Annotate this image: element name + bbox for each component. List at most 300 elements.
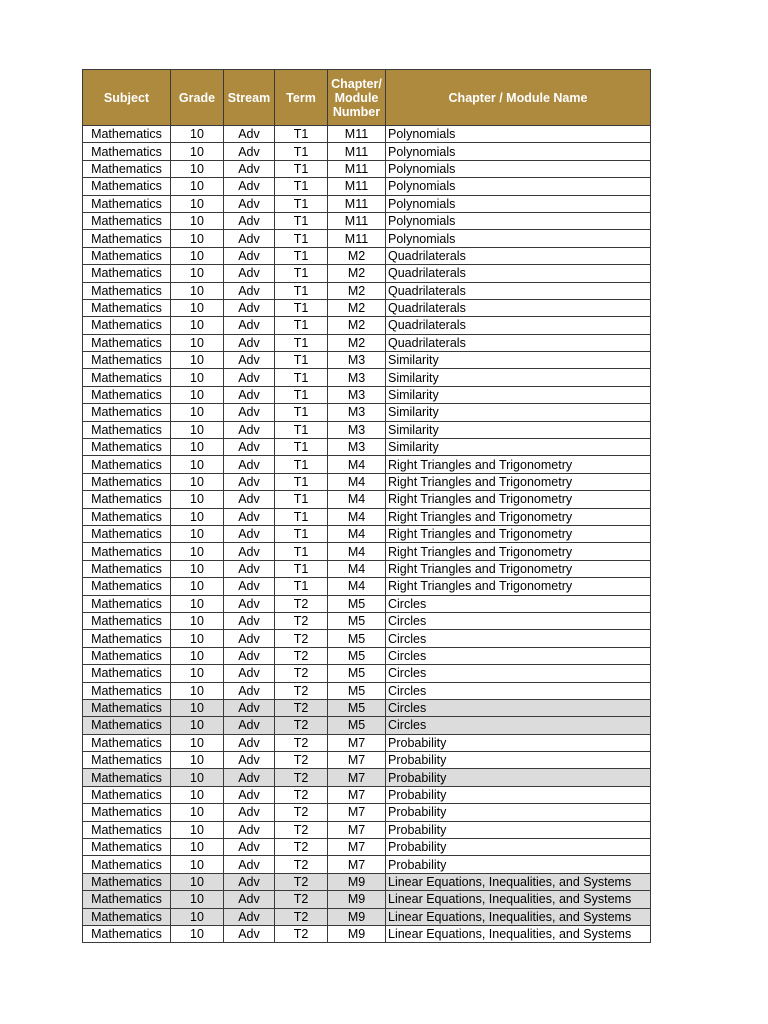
cell-module-name: Probability [386, 734, 651, 751]
cell-grade: 10 [171, 473, 224, 490]
cell-term: T1 [275, 473, 328, 490]
cell-term: T1 [275, 126, 328, 143]
cell-subject: Mathematics [83, 299, 171, 316]
table-row [83, 456, 651, 473]
table-row [83, 160, 651, 177]
table-header [83, 70, 651, 126]
cell-subject: Mathematics [83, 247, 171, 264]
table-row [83, 525, 651, 542]
table-row [83, 578, 651, 595]
cell-grade: 10 [171, 873, 224, 890]
cell-stream: Adv [224, 334, 275, 351]
cell-term: T2 [275, 595, 328, 612]
cell-module-name: Right Triangles and Trigonometry [386, 456, 651, 473]
cell-module-number: M3 [328, 421, 386, 438]
cell-term: T2 [275, 821, 328, 838]
cell-subject: Mathematics [83, 508, 171, 525]
cell-subject: Mathematics [83, 699, 171, 716]
cell-term: T2 [275, 682, 328, 699]
cell-term: T1 [275, 195, 328, 212]
cell-module-number: M9 [328, 891, 386, 908]
cell-term: T2 [275, 769, 328, 786]
cell-grade: 10 [171, 317, 224, 334]
cell-stream: Adv [224, 126, 275, 143]
cell-grade: 10 [171, 769, 224, 786]
cell-subject: Mathematics [83, 421, 171, 438]
table-row [83, 699, 651, 716]
cell-stream: Adv [224, 717, 275, 734]
cell-stream: Adv [224, 473, 275, 490]
cell-subject: Mathematics [83, 439, 171, 456]
cell-stream: Adv [224, 630, 275, 647]
cell-module-number: M2 [328, 334, 386, 351]
cell-stream: Adv [224, 265, 275, 282]
cell-module-number: M4 [328, 491, 386, 508]
cell-module-number: M5 [328, 717, 386, 734]
cell-subject: Mathematics [83, 769, 171, 786]
cell-stream: Adv [224, 821, 275, 838]
table-row [83, 804, 651, 821]
cell-module-number: M9 [328, 925, 386, 942]
cell-subject: Mathematics [83, 317, 171, 334]
cell-subject: Mathematics [83, 334, 171, 351]
cell-grade: 10 [171, 282, 224, 299]
cell-grade: 10 [171, 699, 224, 716]
cell-stream: Adv [224, 804, 275, 821]
column-header-term: Term [275, 70, 328, 126]
table-row [83, 821, 651, 838]
cell-grade: 10 [171, 456, 224, 473]
cell-module-number: M7 [328, 856, 386, 873]
cell-module-number: M5 [328, 665, 386, 682]
cell-stream: Adv [224, 543, 275, 560]
cell-stream: Adv [224, 891, 275, 908]
cell-term: T1 [275, 491, 328, 508]
cell-stream: Adv [224, 752, 275, 769]
column-header-grade: Grade [171, 70, 224, 126]
table-row [83, 630, 651, 647]
cell-grade: 10 [171, 369, 224, 386]
cell-module-name: Right Triangles and Trigonometry [386, 543, 651, 560]
cell-stream: Adv [224, 404, 275, 421]
column-header-module-name: Chapter / Module Name [386, 70, 651, 126]
cell-stream: Adv [224, 925, 275, 942]
table-row [83, 282, 651, 299]
cell-module-name: Quadrilaterals [386, 247, 651, 264]
cell-module-number: M7 [328, 734, 386, 751]
table-row [83, 786, 651, 803]
cell-module-number: M3 [328, 439, 386, 456]
table-row [83, 856, 651, 873]
cell-stream: Adv [224, 769, 275, 786]
cell-grade: 10 [171, 891, 224, 908]
cell-grade: 10 [171, 525, 224, 542]
cell-grade: 10 [171, 752, 224, 769]
cell-subject: Mathematics [83, 543, 171, 560]
cell-subject: Mathematics [83, 525, 171, 542]
cell-subject: Mathematics [83, 404, 171, 421]
cell-subject: Mathematics [83, 839, 171, 856]
cell-grade: 10 [171, 682, 224, 699]
cell-term: T2 [275, 612, 328, 629]
cell-module-name: Right Triangles and Trigonometry [386, 491, 651, 508]
cell-subject: Mathematics [83, 595, 171, 612]
cell-grade: 10 [171, 334, 224, 351]
header-row [83, 70, 651, 126]
cell-subject: Mathematics [83, 352, 171, 369]
cell-module-name: Linear Equations, Inequalities, and Systems [386, 873, 651, 890]
table-row [83, 473, 651, 490]
cell-grade: 10 [171, 595, 224, 612]
cell-subject: Mathematics [83, 456, 171, 473]
cell-term: T1 [275, 560, 328, 577]
table-row [83, 717, 651, 734]
table-row [83, 247, 651, 264]
cell-module-number: M7 [328, 821, 386, 838]
cell-module-name: Polynomials [386, 126, 651, 143]
table-row [83, 299, 651, 316]
cell-stream: Adv [224, 439, 275, 456]
cell-stream: Adv [224, 195, 275, 212]
cell-module-number: M11 [328, 178, 386, 195]
cell-term: T1 [275, 143, 328, 160]
cell-module-number: M9 [328, 908, 386, 925]
cell-term: T2 [275, 752, 328, 769]
table-row [83, 543, 651, 560]
cell-module-name: Probability [386, 804, 651, 821]
cell-module-number: M5 [328, 612, 386, 629]
cell-grade: 10 [171, 821, 224, 838]
cell-stream: Adv [224, 317, 275, 334]
table-row [83, 143, 651, 160]
table-row [83, 839, 651, 856]
cell-module-number: M4 [328, 560, 386, 577]
cell-subject: Mathematics [83, 682, 171, 699]
table-row [83, 508, 651, 525]
table-row [83, 178, 651, 195]
cell-subject: Mathematics [83, 491, 171, 508]
cell-stream: Adv [224, 299, 275, 316]
cell-stream: Adv [224, 665, 275, 682]
cell-subject: Mathematics [83, 230, 171, 247]
cell-module-name: Polynomials [386, 195, 651, 212]
cell-term: T1 [275, 247, 328, 264]
cell-module-number: M2 [328, 317, 386, 334]
cell-term: T1 [275, 230, 328, 247]
cell-stream: Adv [224, 143, 275, 160]
cell-term: T2 [275, 925, 328, 942]
cell-module-number: M4 [328, 508, 386, 525]
cell-grade: 10 [171, 212, 224, 229]
cell-grade: 10 [171, 421, 224, 438]
cell-module-name: Quadrilaterals [386, 299, 651, 316]
cell-subject: Mathematics [83, 786, 171, 803]
cell-subject: Mathematics [83, 856, 171, 873]
cell-module-name: Circles [386, 612, 651, 629]
cell-subject: Mathematics [83, 612, 171, 629]
cell-stream: Adv [224, 386, 275, 403]
cell-module-name: Linear Equations, Inequalities, and Systems [386, 925, 651, 942]
table-row [83, 769, 651, 786]
cell-stream: Adv [224, 282, 275, 299]
cell-module-name: Right Triangles and Trigonometry [386, 578, 651, 595]
table-row [83, 752, 651, 769]
cell-subject: Mathematics [83, 804, 171, 821]
cell-module-number: M5 [328, 630, 386, 647]
cell-grade: 10 [171, 543, 224, 560]
table-body [83, 126, 651, 943]
cell-module-name: Probability [386, 752, 651, 769]
table-row [83, 212, 651, 229]
cell-module-number: M4 [328, 456, 386, 473]
cell-grade: 10 [171, 491, 224, 508]
cell-grade: 10 [171, 908, 224, 925]
cell-module-number: M4 [328, 578, 386, 595]
cell-module-name: Probability [386, 856, 651, 873]
cell-module-number: M2 [328, 265, 386, 282]
cell-module-name: Right Triangles and Trigonometry [386, 560, 651, 577]
cell-subject: Mathematics [83, 473, 171, 490]
table-row [83, 126, 651, 143]
column-header-stream: Stream [224, 70, 275, 126]
cell-term: T2 [275, 734, 328, 751]
cell-module-name: Probability [386, 839, 651, 856]
cell-module-number: M5 [328, 595, 386, 612]
cell-stream: Adv [224, 699, 275, 716]
cell-stream: Adv [224, 560, 275, 577]
cell-stream: Adv [224, 525, 275, 542]
cell-subject: Mathematics [83, 752, 171, 769]
cell-subject: Mathematics [83, 908, 171, 925]
cell-term: T2 [275, 647, 328, 664]
cell-stream: Adv [224, 456, 275, 473]
table-row [83, 317, 651, 334]
cell-term: T1 [275, 421, 328, 438]
cell-module-name: Circles [386, 717, 651, 734]
cell-term: T2 [275, 873, 328, 890]
cell-module-number: M11 [328, 143, 386, 160]
cell-grade: 10 [171, 647, 224, 664]
table-row [83, 612, 651, 629]
cell-term: T2 [275, 908, 328, 925]
cell-stream: Adv [224, 786, 275, 803]
cell-grade: 10 [171, 439, 224, 456]
cell-grade: 10 [171, 126, 224, 143]
cell-subject: Mathematics [83, 560, 171, 577]
cell-term: T2 [275, 699, 328, 716]
cell-module-number: M7 [328, 769, 386, 786]
curriculum-table [82, 69, 651, 943]
cell-term: T1 [275, 508, 328, 525]
cell-subject: Mathematics [83, 126, 171, 143]
cell-module-name: Polynomials [386, 160, 651, 177]
cell-module-name: Similarity [386, 352, 651, 369]
cell-stream: Adv [224, 612, 275, 629]
cell-grade: 10 [171, 578, 224, 595]
cell-subject: Mathematics [83, 717, 171, 734]
cell-module-number: M5 [328, 682, 386, 699]
cell-term: T1 [275, 439, 328, 456]
cell-grade: 10 [171, 352, 224, 369]
cell-term: T1 [275, 404, 328, 421]
cell-grade: 10 [171, 195, 224, 212]
cell-term: T1 [275, 265, 328, 282]
cell-stream: Adv [224, 647, 275, 664]
table-row [83, 195, 651, 212]
table-row [83, 265, 651, 282]
table-row [83, 595, 651, 612]
cell-stream: Adv [224, 908, 275, 925]
cell-grade: 10 [171, 386, 224, 403]
cell-subject: Mathematics [83, 178, 171, 195]
cell-grade: 10 [171, 856, 224, 873]
cell-module-name: Circles [386, 595, 651, 612]
cell-term: T1 [275, 334, 328, 351]
cell-subject: Mathematics [83, 630, 171, 647]
cell-module-number: M7 [328, 752, 386, 769]
cell-term: T2 [275, 717, 328, 734]
cell-stream: Adv [224, 873, 275, 890]
cell-module-name: Similarity [386, 369, 651, 386]
cell-term: T2 [275, 891, 328, 908]
cell-subject: Mathematics [83, 873, 171, 890]
cell-subject: Mathematics [83, 369, 171, 386]
cell-grade: 10 [171, 804, 224, 821]
cell-subject: Mathematics [83, 665, 171, 682]
cell-module-number: M3 [328, 404, 386, 421]
cell-module-number: M3 [328, 386, 386, 403]
cell-term: T1 [275, 369, 328, 386]
cell-grade: 10 [171, 265, 224, 282]
cell-subject: Mathematics [83, 282, 171, 299]
cell-term: T1 [275, 525, 328, 542]
cell-term: T1 [275, 543, 328, 560]
cell-stream: Adv [224, 247, 275, 264]
cell-subject: Mathematics [83, 647, 171, 664]
cell-term: T1 [275, 352, 328, 369]
cell-grade: 10 [171, 299, 224, 316]
cell-module-number: M11 [328, 195, 386, 212]
table-row [83, 647, 651, 664]
cell-subject: Mathematics [83, 265, 171, 282]
cell-module-name: Quadrilaterals [386, 282, 651, 299]
cell-subject: Mathematics [83, 386, 171, 403]
cell-module-name: Circles [386, 665, 651, 682]
cell-module-name: Probability [386, 786, 651, 803]
cell-term: T1 [275, 456, 328, 473]
cell-module-number: M3 [328, 369, 386, 386]
cell-subject: Mathematics [83, 891, 171, 908]
table-row [83, 352, 651, 369]
cell-grade: 10 [171, 630, 224, 647]
cell-grade: 10 [171, 560, 224, 577]
cell-term: T2 [275, 839, 328, 856]
cell-module-number: M9 [328, 873, 386, 890]
cell-module-name: Polynomials [386, 212, 651, 229]
cell-module-number: M5 [328, 699, 386, 716]
cell-grade: 10 [171, 160, 224, 177]
cell-module-name: Similarity [386, 404, 651, 421]
cell-term: T2 [275, 630, 328, 647]
column-header-module-number: Chapter/ Module Number [328, 70, 386, 126]
cell-stream: Adv [224, 369, 275, 386]
cell-module-number: M3 [328, 352, 386, 369]
cell-subject: Mathematics [83, 821, 171, 838]
cell-module-number: M11 [328, 126, 386, 143]
table-row [83, 334, 651, 351]
cell-module-number: M7 [328, 804, 386, 821]
cell-term: T1 [275, 160, 328, 177]
cell-module-number: M11 [328, 160, 386, 177]
cell-module-number: M4 [328, 473, 386, 490]
cell-module-name: Similarity [386, 439, 651, 456]
table-row [83, 908, 651, 925]
table-row [83, 925, 651, 942]
cell-module-name: Probability [386, 821, 651, 838]
cell-term: T1 [275, 386, 328, 403]
cell-stream: Adv [224, 595, 275, 612]
cell-grade: 10 [171, 230, 224, 247]
cell-grade: 10 [171, 143, 224, 160]
table-row [83, 491, 651, 508]
cell-module-name: Quadrilaterals [386, 317, 651, 334]
cell-grade: 10 [171, 612, 224, 629]
cell-module-number: M7 [328, 786, 386, 803]
cell-grade: 10 [171, 839, 224, 856]
cell-subject: Mathematics [83, 160, 171, 177]
cell-subject: Mathematics [83, 578, 171, 595]
cell-module-name: Right Triangles and Trigonometry [386, 473, 651, 490]
cell-grade: 10 [171, 404, 224, 421]
cell-module-number: M5 [328, 647, 386, 664]
table-row [83, 682, 651, 699]
cell-grade: 10 [171, 665, 224, 682]
cell-grade: 10 [171, 508, 224, 525]
cell-stream: Adv [224, 178, 275, 195]
cell-subject: Mathematics [83, 143, 171, 160]
cell-subject: Mathematics [83, 734, 171, 751]
table-row [83, 386, 651, 403]
cell-subject: Mathematics [83, 925, 171, 942]
cell-grade: 10 [171, 734, 224, 751]
cell-module-name: Right Triangles and Trigonometry [386, 508, 651, 525]
cell-term: T2 [275, 856, 328, 873]
cell-stream: Adv [224, 491, 275, 508]
cell-module-number: M2 [328, 299, 386, 316]
table-row [83, 734, 651, 751]
cell-stream: Adv [224, 230, 275, 247]
cell-grade: 10 [171, 717, 224, 734]
cell-grade: 10 [171, 925, 224, 942]
table-row [83, 873, 651, 890]
cell-module-name: Polynomials [386, 178, 651, 195]
cell-stream: Adv [224, 352, 275, 369]
cell-module-number: M2 [328, 247, 386, 264]
cell-subject: Mathematics [83, 195, 171, 212]
cell-stream: Adv [224, 734, 275, 751]
cell-module-number: M4 [328, 525, 386, 542]
cell-grade: 10 [171, 247, 224, 264]
cell-module-name: Probability [386, 769, 651, 786]
cell-stream: Adv [224, 421, 275, 438]
cell-module-number: M2 [328, 282, 386, 299]
cell-term: T2 [275, 804, 328, 821]
cell-module-name: Polynomials [386, 230, 651, 247]
cell-term: T2 [275, 786, 328, 803]
cell-stream: Adv [224, 578, 275, 595]
cell-module-number: M7 [328, 839, 386, 856]
cell-module-name: Circles [386, 630, 651, 647]
